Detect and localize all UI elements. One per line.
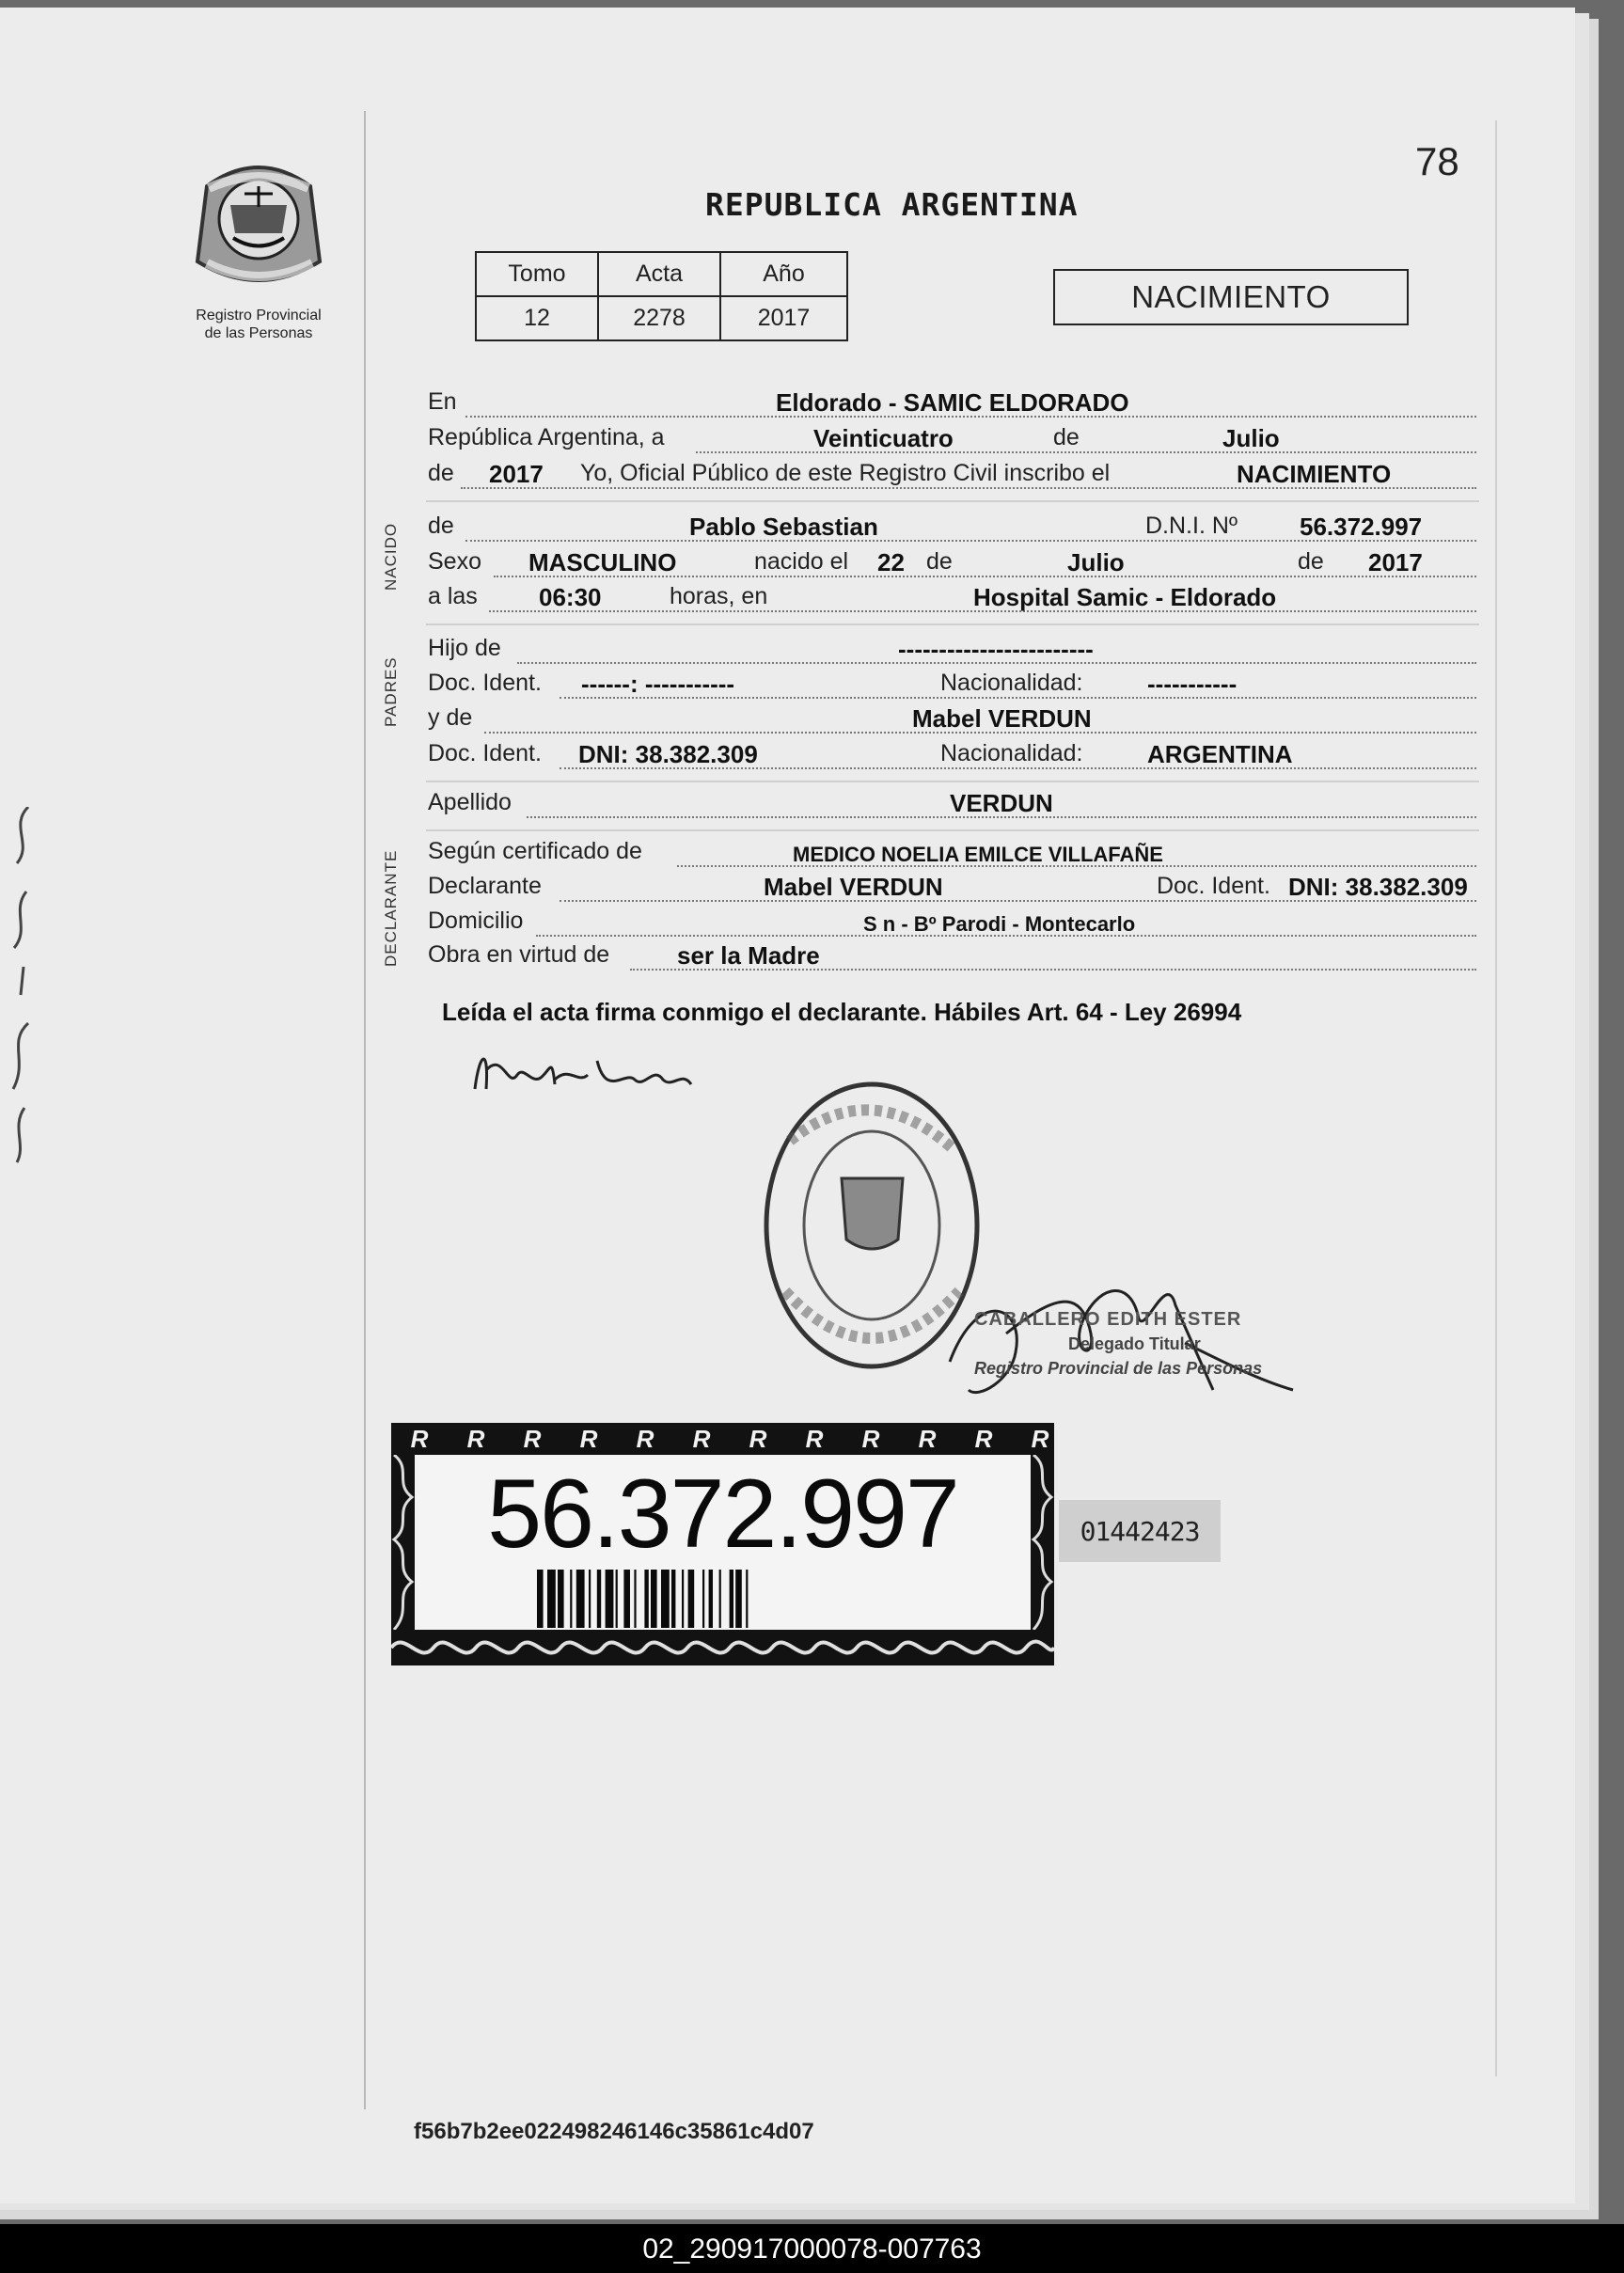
value-anio: 2017 — [489, 460, 544, 488]
label-en: En — [428, 388, 457, 415]
label-horas-en: horas, en — [670, 583, 768, 609]
label-doc-ident-padre: Doc. Ident. — [428, 670, 542, 696]
barcode-bars — [537, 1570, 913, 1628]
line-declarante — [428, 868, 1476, 906]
label-nacionalidad-padre: Nacionalidad: — [940, 670, 1083, 696]
label-doc-ident-declarante: Doc. Ident. — [1157, 873, 1270, 899]
value-domicilio: S n - Bº Parodi - Montecarlo — [863, 912, 1136, 936]
label-de-nombre: de — [428, 513, 454, 539]
scan-footer-id: 02_290917000078-007763 — [642, 2234, 982, 2265]
label-hijo-de: Hijo de — [428, 635, 501, 661]
side-label-padres: PADRES — [382, 656, 400, 727]
value-madre-nacionalidad: ARGENTINA — [1147, 740, 1293, 768]
value-dia-letras: Veinticuatro — [813, 424, 954, 452]
line-padre-doc — [428, 665, 1476, 702]
label-de-nacido-mes: de — [926, 548, 953, 575]
barcode-bar — [682, 1570, 684, 1628]
barcode-bar — [688, 1570, 695, 1628]
value-padre-doc: ------: ----------- — [581, 670, 735, 698]
record-table-header-acta: Acta — [598, 252, 720, 296]
barcode-left-pattern — [391, 1455, 415, 1630]
value-certificado: MEDICO NOELIA EMILCE VILLAFAÑE — [793, 843, 1163, 866]
barcode-bar — [589, 1570, 591, 1628]
barcode-bar — [651, 1570, 657, 1628]
right-margin-rule — [1495, 120, 1497, 2076]
record-reference-table — [475, 251, 848, 341]
barcode-bar — [606, 1570, 614, 1628]
barcode-r-strip: R R R R R R R R R R R R — [410, 1425, 1049, 1453]
barcode-label — [391, 1423, 1054, 1665]
officer-stamp — [974, 1307, 1262, 1381]
line-apellido — [428, 784, 1476, 822]
label-republica: República Argentina, a — [428, 424, 665, 450]
barcode-bar — [661, 1570, 670, 1628]
barcode-bar — [547, 1570, 556, 1628]
barcode-bar — [709, 1570, 713, 1628]
officer-role: Delegado Titular — [1068, 1334, 1201, 1353]
label-sexo: Sexo — [428, 548, 481, 575]
barcode-bar — [702, 1570, 704, 1628]
line-madre-doc — [428, 735, 1476, 773]
label-segun-certificado: Según certificado de — [428, 838, 642, 864]
label-apellido: Apellido — [428, 789, 512, 815]
line-lugar — [428, 384, 1476, 421]
handwritten-margin-note — [0, 807, 38, 1164]
label-yo-oficial: Yo, Oficial Público de este Registro Civil inscribo el — [580, 460, 1111, 486]
officer-name: CABALLERO EDITH ESTER — [974, 1309, 1242, 1330]
document-page — [0, 8, 1575, 2203]
closing-statement: Leída el acta firma conmigo el declarante. Hábiles Art. 64 - Ley 26994 — [442, 998, 1242, 1026]
label-de-mes: de — [1053, 424, 1080, 450]
barcode-bar — [719, 1570, 721, 1628]
line-certificado — [428, 833, 1476, 871]
barcode-bar — [558, 1570, 564, 1628]
label-domicilio: Domicilio — [428, 908, 524, 934]
barcode-bar — [597, 1570, 601, 1628]
barcode-bar — [634, 1570, 636, 1628]
value-tipo-inscripcion: NACIMIENTO — [1237, 460, 1392, 488]
barcode-bar — [576, 1570, 585, 1628]
declarant-signature — [465, 1033, 710, 1117]
value-madre-doc: DNI: 38.382.309 — [578, 740, 758, 768]
value-lugar: Eldorado - SAMIC ELDORADO — [776, 388, 1129, 417]
label-doc-ident-madre: Doc. Ident. — [428, 740, 542, 766]
barcode-bar — [671, 1570, 675, 1628]
separator-padres-top — [426, 623, 1479, 625]
value-nacido-dia: 22 — [877, 548, 905, 576]
barcode-wave-pattern — [391, 1630, 1054, 1665]
barcode-bar — [730, 1570, 733, 1628]
record-table-value-row — [476, 296, 847, 340]
value-nacido-mes: Julio — [1067, 548, 1125, 576]
value-apellido: VERDUN — [950, 789, 1053, 817]
registry-caption — [169, 307, 348, 342]
value-padre-nacionalidad: ----------- — [1147, 670, 1238, 698]
scan-footer-bar — [0, 2224, 1624, 2273]
label-de-anio: de — [428, 460, 454, 486]
value-sexo: MASCULINO — [528, 548, 677, 576]
label-y-de: y de — [428, 704, 473, 731]
label-obra-en-virtud: Obra en virtud de — [428, 941, 610, 968]
side-label-declarante: DECLARANTE — [382, 849, 400, 967]
value-declarante: Mabel VERDUN — [764, 873, 943, 901]
barcode-number: 56.372.997 — [487, 1460, 958, 1569]
barcode-bar — [735, 1570, 742, 1628]
label-a-las: a las — [428, 583, 478, 609]
record-kind-box: NACIMIENTO — [1053, 269, 1409, 325]
record-table-header-tomo: Tomo — [476, 252, 598, 296]
record-table-header-anio: Año — [720, 252, 847, 296]
line-sexo — [428, 544, 1476, 581]
line-nombre — [428, 508, 1476, 545]
value-nacido-anio: 2017 — [1368, 548, 1423, 576]
barcode-right-pattern — [1031, 1455, 1054, 1630]
document-title: REPUBLICA ARGENTINA — [705, 186, 1079, 223]
record-table-value-tomo: 12 — [476, 296, 598, 340]
misiones-coat-of-arms-logo — [188, 149, 329, 299]
barcode-bar — [746, 1570, 748, 1628]
record-table-header-row — [476, 252, 847, 296]
line-obra-en-virtud — [428, 937, 1476, 974]
label-de-nacido-anio: de — [1298, 548, 1324, 575]
value-declarante-doc: DNI: 38.382.309 — [1288, 873, 1468, 901]
barcode-bar — [616, 1570, 618, 1628]
label-declarante: Declarante — [428, 873, 542, 899]
value-mes: Julio — [1222, 424, 1280, 452]
registry-caption-line1: Registro Provincial — [196, 308, 322, 324]
barcode-bar — [537, 1570, 544, 1628]
line-fecha-inscripcion — [428, 419, 1476, 457]
separator-apellido-top — [426, 781, 1479, 782]
record-table-value-acta: 2278 — [598, 296, 720, 340]
line-oficial — [428, 455, 1476, 493]
value-dni: 56.372.997 — [1300, 513, 1423, 541]
registry-caption-line2: de las Personas — [204, 325, 313, 341]
barcode-bar — [570, 1570, 572, 1628]
label-dni-no: D.N.I. Nº — [1145, 513, 1238, 539]
left-margin-rule — [364, 111, 366, 2109]
barcode-bar — [644, 1570, 648, 1628]
line-domicilio — [428, 903, 1476, 940]
barcode-side-number: 01442423 — [1059, 1500, 1221, 1562]
value-hora: 06:30 — [539, 583, 602, 611]
value-obra-en-virtud: ser la Madre — [677, 941, 820, 970]
line-hora-lugar — [428, 578, 1476, 616]
barcode-bar — [623, 1570, 630, 1628]
document-hash: f56b7b2ee022498246146c35861c4d07 — [414, 2119, 814, 2144]
value-madre: Mabel VERDUN — [912, 704, 1092, 733]
value-lugar-nacimiento: Hospital Samic - Eldorado — [973, 583, 1277, 611]
side-label-nacido: NACIDO — [382, 522, 400, 591]
officer-office: Registro Provincial de las Personas — [974, 1359, 1263, 1378]
value-nombre: Pablo Sebastian — [689, 513, 878, 541]
page-number: 78 — [1415, 139, 1459, 183]
label-nacido-el: nacido el — [754, 548, 849, 575]
line-hijo-de — [428, 630, 1476, 668]
record-table-value-anio: 2017 — [720, 296, 847, 340]
barcode-panel — [415, 1455, 1031, 1630]
label-nacionalidad-madre: Nacionalidad: — [940, 740, 1083, 766]
line-y-de — [428, 700, 1476, 737]
separator-nacido-top — [426, 500, 1479, 502]
separator-declarante-top — [426, 829, 1479, 831]
value-padre: ------------------------ — [898, 635, 1094, 663]
